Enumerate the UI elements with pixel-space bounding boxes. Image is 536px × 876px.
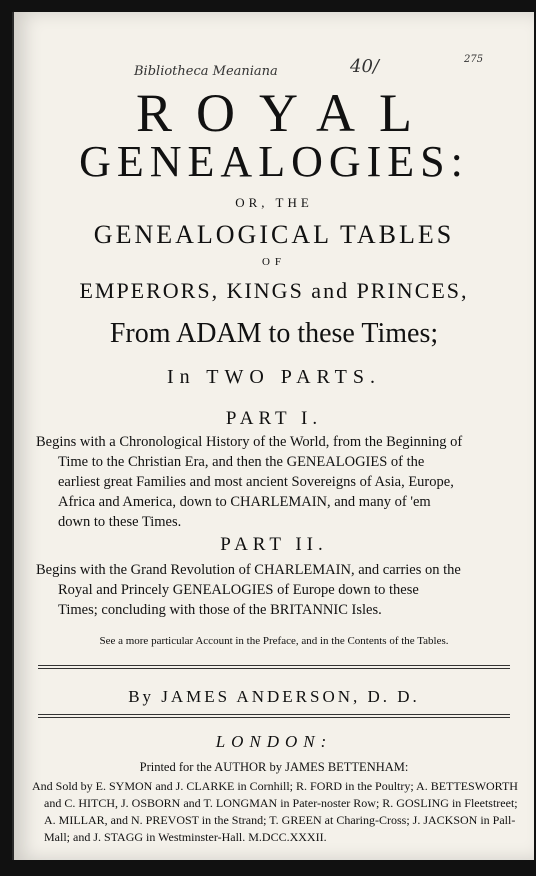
part-one-text bbox=[36, 432, 506, 532]
part-one-line: Time to the Christian Era, and then the GENEALOGIES of the bbox=[58, 454, 425, 470]
title-genealogical-tables: GENEALOGICAL TABLES bbox=[93, 220, 455, 249]
rule-top-inner bbox=[38, 668, 510, 669]
title-royal: ROYAL bbox=[135, 83, 436, 143]
imprint-line: And Sold by E. SYMON and J. CLARKE in Cornhill; R. FORD in the Poultry; A. BETTESWORTH bbox=[32, 779, 518, 793]
imprint-printed-for: Printed for the AUTHOR by JAMES BETTENHAM: bbox=[139, 760, 409, 774]
part-one-line: earliest great Families and most ancient Sovereigns of Asia, Europe, bbox=[58, 474, 454, 490]
title-of: OF bbox=[261, 256, 287, 268]
imprint-place: LONDON: bbox=[215, 732, 333, 751]
imprint-line: and C. HITCH, J. OSBORN and T. LONGMAN in Pater-noster Row; R. GOSLING in Fleetstreet; bbox=[44, 796, 518, 810]
part-two-line: Royal and Princely GENEALOGIES of Europe down to these bbox=[58, 582, 419, 598]
rule-bottom-inner bbox=[38, 717, 510, 718]
imprint-line: A. MILLAR, and N. PREVOST in the Strand; T. GREEN at Charing-Cross; J. JACKSON in Pall- bbox=[44, 813, 516, 827]
title-two-parts: In TWO PARTS. bbox=[166, 366, 382, 388]
part-one-line: down to these Times. bbox=[58, 514, 182, 530]
part-two-heading: PART II. bbox=[220, 534, 328, 555]
author-line: By JAMES ANDERSON, D. D. bbox=[128, 687, 420, 706]
part-one-heading: PART I. bbox=[225, 408, 323, 429]
page-number-note: 275 bbox=[464, 54, 484, 65]
imprint-line: Mall; and J. STAGG in Westminster-Hall. M.DCC.XXXII. bbox=[44, 830, 327, 844]
part-two-text bbox=[36, 560, 506, 620]
title-genealogies: GENEALOGIES: bbox=[79, 137, 469, 186]
rule-bottom bbox=[38, 714, 510, 715]
title-page bbox=[12, 12, 534, 860]
part-two-line: Times; concluding with those of the BRITANNIC Isles. bbox=[58, 602, 382, 618]
imprint-sold-by bbox=[32, 778, 518, 846]
part-one-line: Begins with a Chronological History of the World, from the Beginning of bbox=[36, 434, 463, 450]
title-emperors: EMPERORS, KINGS and PRINCES, bbox=[79, 278, 469, 303]
see-note: See a more particular Account in the Preface, and in the Contents of the Tables. bbox=[99, 635, 449, 647]
part-one-line: Africa and America, down to CHARLEMAIN, and many of 'em bbox=[58, 494, 431, 510]
rule-top bbox=[38, 665, 510, 666]
title-from-adam: From ADAM to these Times; bbox=[109, 318, 439, 349]
part-two-line: Begins with the Grand Revolution of CHARLEMAIN, and carries on the bbox=[36, 562, 461, 578]
manuscript-note: Bibliotheca Meaniana bbox=[134, 64, 278, 79]
shelfmark-note: 40/ bbox=[350, 56, 379, 77]
title-or-the: OR, THE bbox=[235, 195, 313, 210]
